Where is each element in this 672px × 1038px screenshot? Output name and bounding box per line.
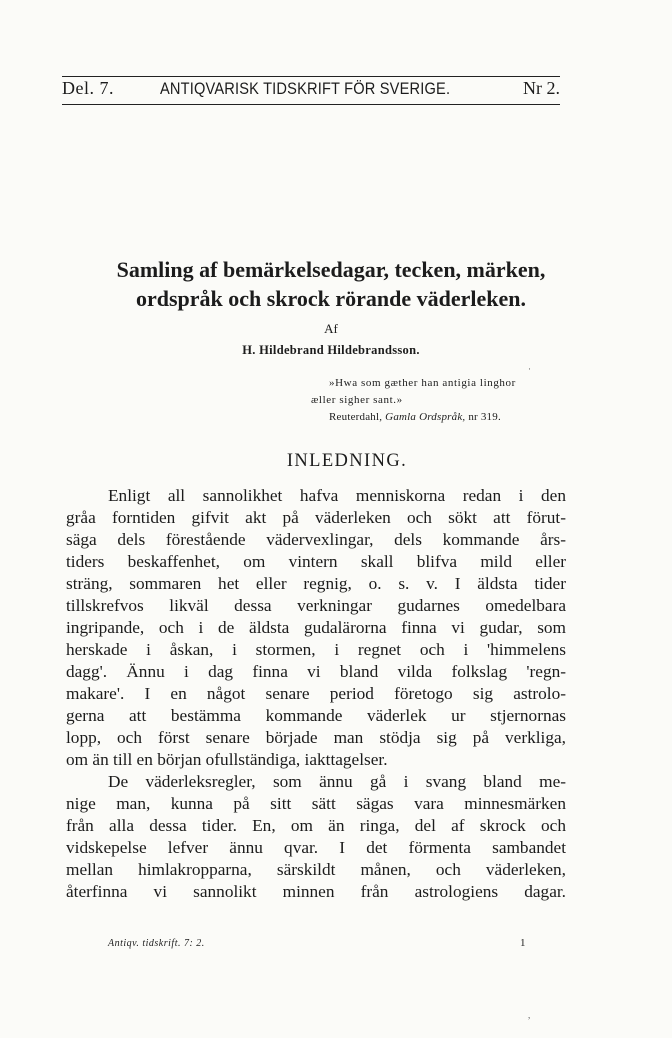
header-rule-top [62,76,560,77]
body-line: De väderleksregler, som ännu gå i svang bland me- [108,772,566,791]
epigraph-source-ref: nr 319. [468,411,501,423]
body-line: mellan himlakropparna, särskildt månen, och väderleken, [66,860,566,879]
body-line: tillskrefvos likväl dessa verkningar gudarnes omedelbara [66,596,566,615]
body-line: återfinna vi sannolikt minnen från astrologiens dagar. [66,882,566,901]
epigraph-source-work: Gamla Ordspråk, [385,411,466,423]
body-line: säga dels förestående vädervexlingar, dels kommande års- [66,530,566,549]
body-line: herskade i åskan, i stormen, i regnet och i 'himmelens [66,640,566,659]
print-speck: · [528,364,531,374]
body-line: Enligt all sannolikhet hafva menniskorna redan i den [108,486,566,505]
epigraph-source-author: Reuterdahl, [329,411,383,423]
signature-mark: Antiqv. tidskrift. 7: 2. [108,938,205,949]
body-line: dagg'. Ännu i dag finna vi bland vilda folkslag 'regn- [66,662,566,681]
body-line: tiders beskaffenhet, om vintern skall blifva mild eller [66,552,566,571]
author-name: H. Hildebrand Hildebrandsson. [242,343,420,357]
section-heading: INLEDNING. [286,451,408,471]
body-line: makare'. I en något senare period företogo sig astrolo- [66,684,566,703]
journal-title: ANTIQVARISK TIDSKRIFT FÖR SVERIGE. [160,79,451,98]
sheet-number: 1 [520,937,526,949]
body-line: vidskepelse lefver ännu qvar. I det förmenta sambandet [66,838,566,857]
body-line: gerna att bestämma kommande väderlek ur stjernornas [66,706,566,725]
article-title-line-1: Samling af bemärkelsedagar, tecken, märken, [116,257,546,282]
body-line: sträng, sommaren het eller regnig, o. s. v. I äldsta tider [66,574,566,593]
article-title-line-2: ordspråk och skrock rörande väderleken. [135,286,527,311]
body-line: från alla dessa tider. En, om än ringa, del af skrock och [66,816,566,835]
issue-number: Nr 2. [523,78,560,98]
volume-part: Del. 7. [62,78,114,98]
epigraph-source [329,411,501,423]
body-line: gråa forntiden gifvit akt på väderleken och sökt att förut- [66,508,566,527]
byline-prefix: Af [324,321,338,336]
epigraph-line-2: æller sigher sant.» [311,394,403,406]
epigraph-line-1: »Hwa som gæther han antigia linghor [329,377,516,389]
print-speck: , [528,1010,531,1020]
body-line: lopp, och först senare började man stödja sig på verkliga, [66,728,566,747]
header-rule-bottom [62,104,560,105]
body-line: nige man, kunna på sitt sätt sägas vara minnesmärken [66,794,566,813]
body-line: ingripande, och i de äldsta gudalärorna finna vi gudar, som [66,618,566,637]
body-line-paragraph-end: om än till en början ofullständiga, iakttagelser. [66,750,388,769]
